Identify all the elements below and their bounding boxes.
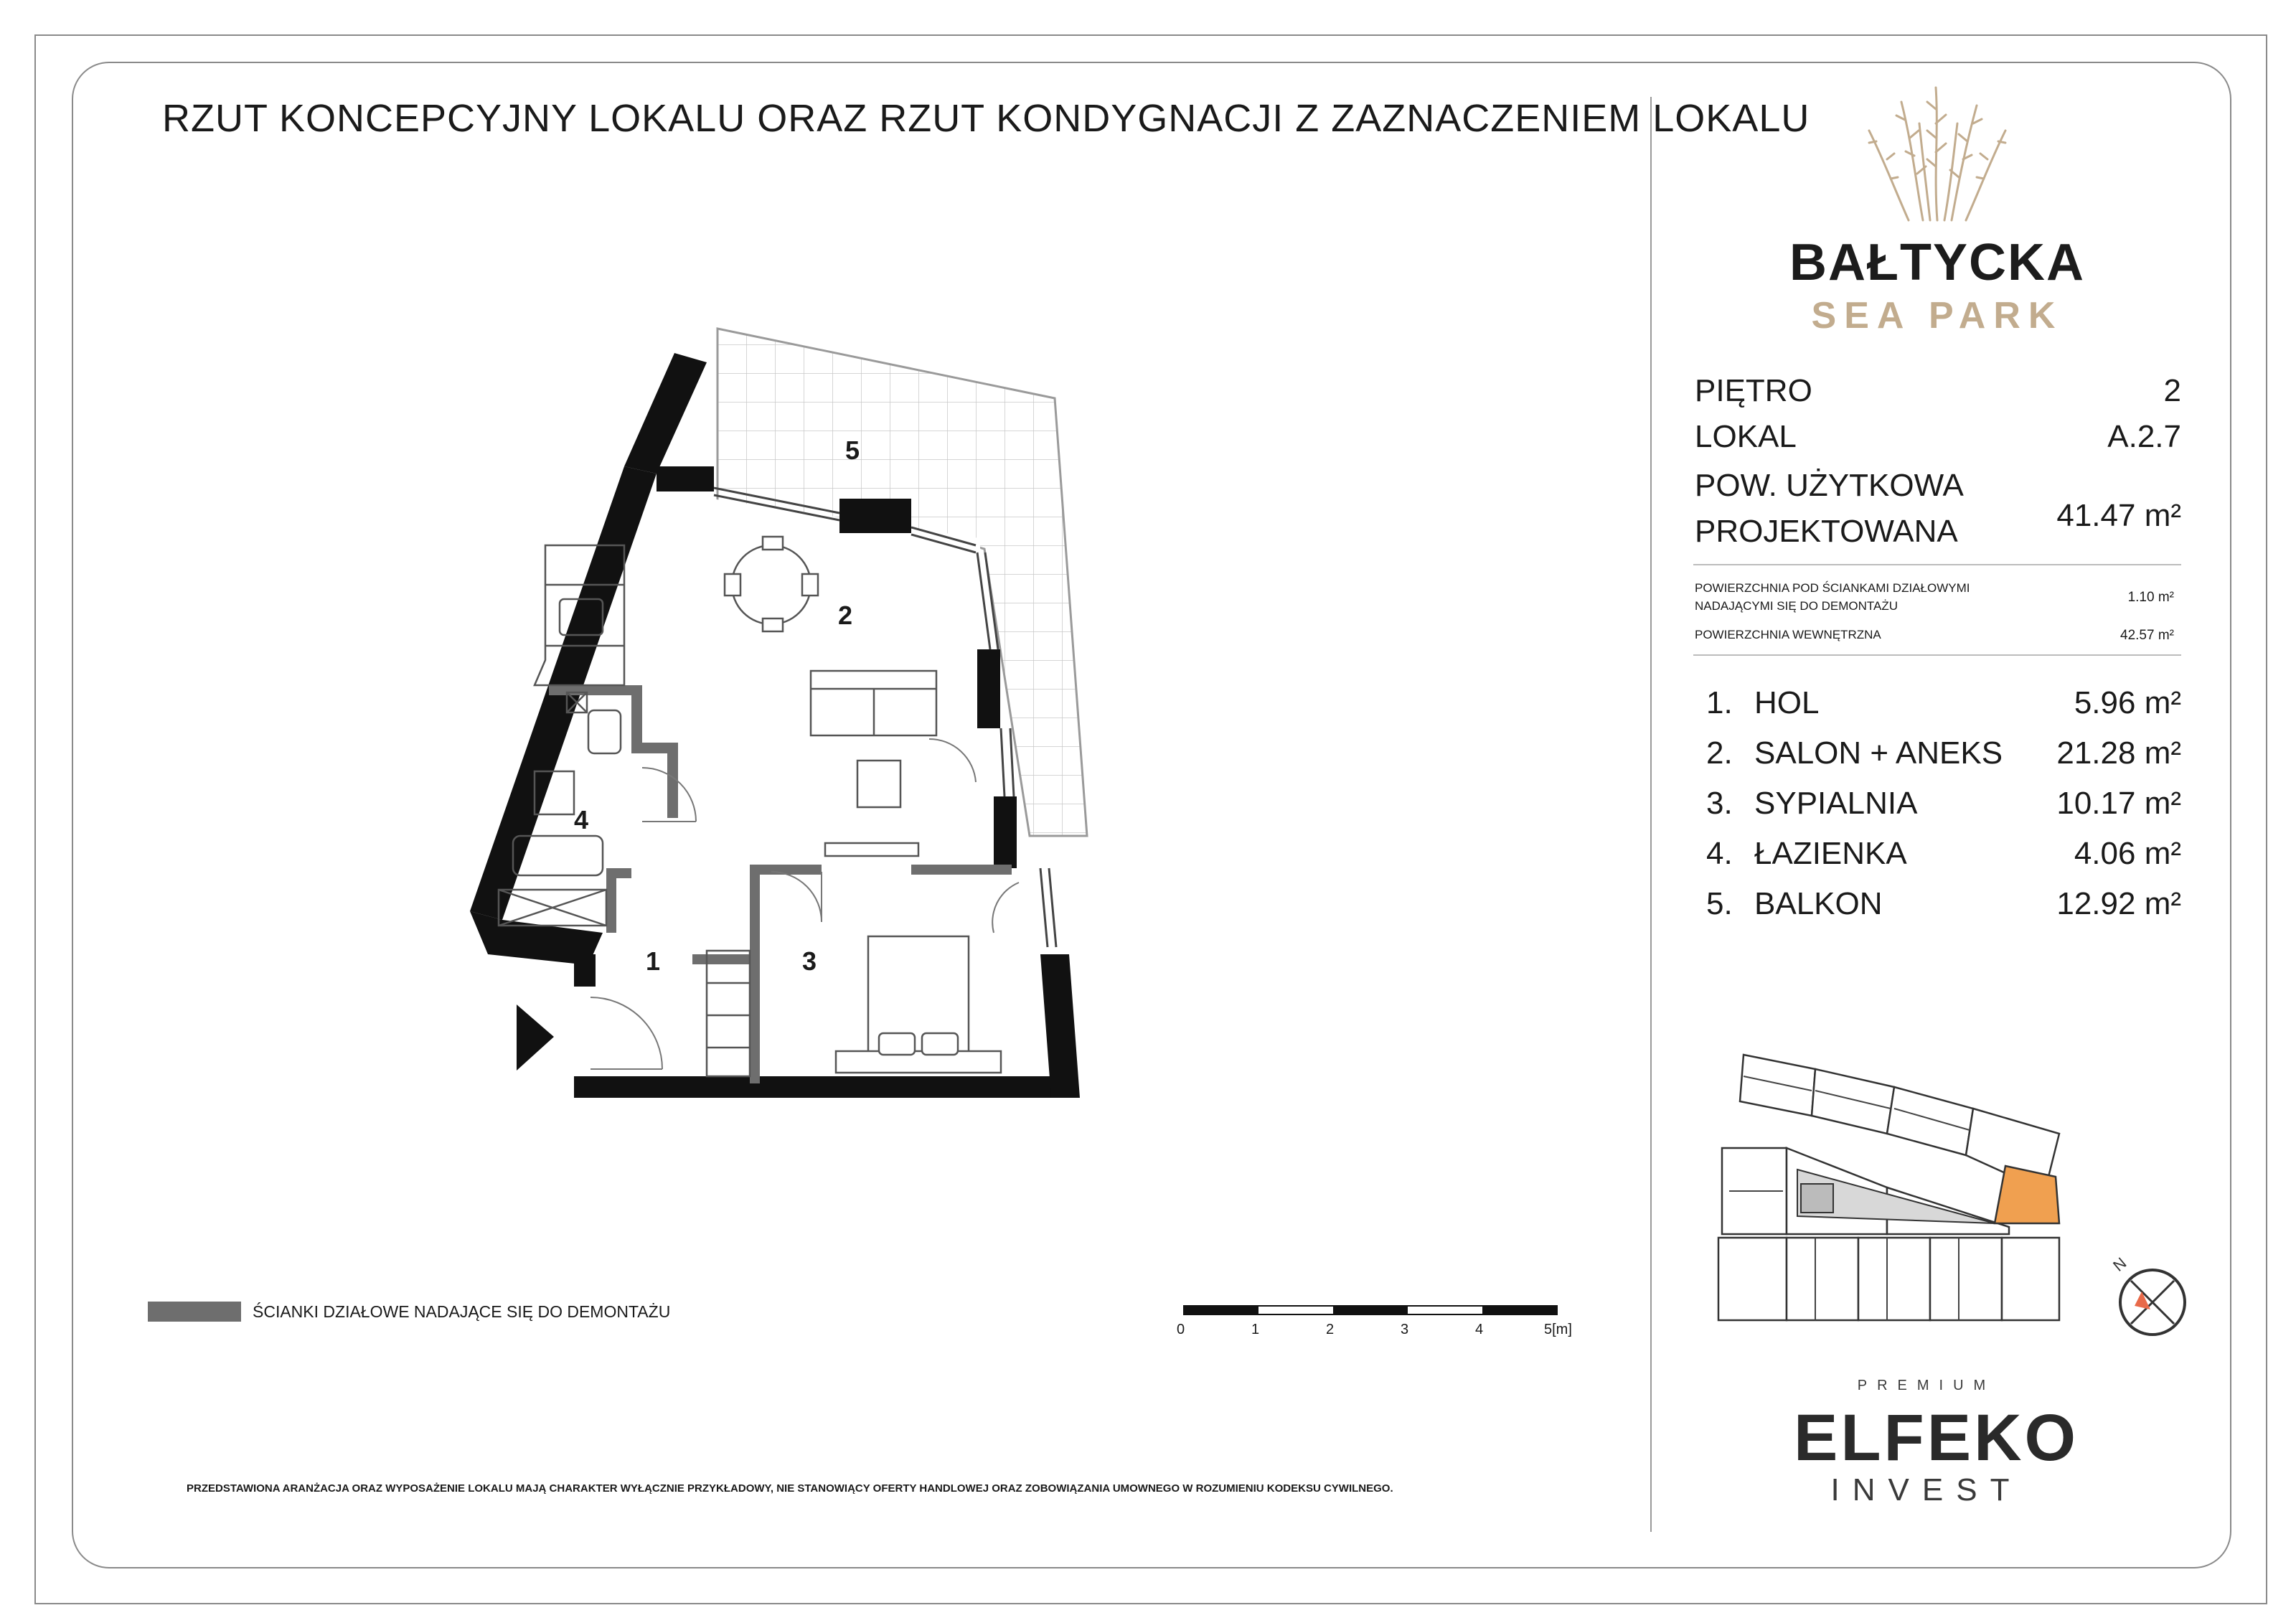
developer-premium: PREMIUM: [1857, 1378, 1996, 1393]
scale-tick-2: 2: [1326, 1322, 1335, 1337]
page-title: RZUT KONCEPCYJNY LOKALU ORAZ RZUT KONDYGNACJI Z ZAZNACZENIEM LOKALU: [162, 97, 1810, 140]
room-number-1: 1: [646, 946, 661, 976]
separator-top: [1693, 564, 2181, 565]
area-label-line2: PROJEKTOWANA: [1695, 514, 1958, 549]
brand-grass-logo-icon: [1844, 80, 2031, 224]
room-list-area-5: 12.92 m²: [2056, 886, 2181, 921]
separator-bottom: [1693, 654, 2181, 656]
scale-tick-0: 0: [1177, 1322, 1185, 1337]
room-list-name-3: SYPIALNIA: [1754, 786, 1918, 821]
room-list-num-4: 4.: [1706, 836, 1733, 871]
partition-area-label-line1: POWIERZCHNIA POD ŚCIANKAMI DZIAŁOWYMI: [1695, 581, 1970, 595]
key-plan: [1700, 1048, 2088, 1335]
room-list-num-2: 2.: [1706, 735, 1733, 771]
room-list-name-4: ŁAZIENKA: [1754, 836, 1907, 871]
column-divider: [1650, 97, 1652, 1532]
area-value: 41.47 m²: [2056, 498, 2181, 533]
area-label-line1: POW. UŻYTKOWA: [1695, 468, 1964, 503]
room-list-area-4: 4.06 m²: [2074, 836, 2181, 871]
legend-swatch: [148, 1302, 241, 1322]
disclaimer: PRZEDSTAWIONA ARANŻACJA ORAZ WYPOSAŻENIE LOKALU MAJĄ CHARAKTER WYŁĄCZNIE PRZYKŁADOWY, NIE STANOWIĄCY OFERTY HANDLOWEJ ORAZ ZOBOWIĄZANIA UMOWNEGO W ROZUMIENIU KODEKSU CYWILNEGO.: [187, 1482, 1393, 1495]
room-number-2: 2: [838, 601, 853, 630]
internal-area-label: POWIERZCHNIA WEWNĘTRZNA: [1695, 628, 1881, 641]
floor-value: 2: [2163, 373, 2181, 408]
partition-area-label-line2: NADAJĄCYMI SIĘ DO DEMONTAŻU: [1695, 599, 1899, 613]
legend-text: ŚCIANKI DZIAŁOWE NADAJĄCE SIĘ DO DEMONTAŻU: [253, 1302, 671, 1321]
room-list-area-2: 21.28 m²: [2056, 735, 2181, 771]
scale-tick-4: 4: [1475, 1322, 1484, 1337]
room-list-area-1: 5.96 m²: [2074, 685, 2181, 720]
brand-subtitle: SEA PARK: [1811, 295, 2064, 337]
developer-invest: INVEST: [1830, 1472, 2023, 1507]
unit-label: LOKAL: [1695, 419, 1797, 454]
svg-text:N: N: [2109, 1253, 2130, 1275]
room-number-3: 3: [802, 946, 817, 976]
entrance-arrow-icon: [517, 1005, 554, 1071]
room-list-num-1: 1.: [1706, 685, 1733, 720]
unit-value: A.2.7: [2107, 419, 2181, 454]
room-list-num-3: 3.: [1706, 786, 1733, 821]
room-number-5: 5: [845, 436, 860, 465]
floor-label: PIĘTRO: [1695, 373, 1812, 408]
brand-name: BAŁTYCKA: [1789, 234, 2085, 291]
scale-tick-1: 1: [1251, 1322, 1260, 1337]
room-number-4: 4: [574, 805, 589, 834]
room-list-name-1: HOL: [1754, 685, 1820, 720]
room-list-num-5: 5.: [1706, 886, 1733, 921]
partition-area-value: 1.10 m²: [2127, 590, 2174, 605]
compass-icon: [2106, 1252, 2199, 1345]
developer-name: ELFEKO: [1794, 1401, 2079, 1474]
highlighted-unit: [1995, 1166, 2059, 1223]
scale-tick-3: 3: [1401, 1322, 1409, 1337]
room-list-name-5: BALKON: [1754, 886, 1883, 921]
internal-area-value: 42.57 m²: [2120, 628, 2174, 643]
room-list-area-3: 10.17 m²: [2056, 786, 2181, 821]
scale-tick-5: 5[m]: [1544, 1322, 1572, 1337]
room-list-name-2: SALON + ANEKS: [1754, 735, 2003, 771]
